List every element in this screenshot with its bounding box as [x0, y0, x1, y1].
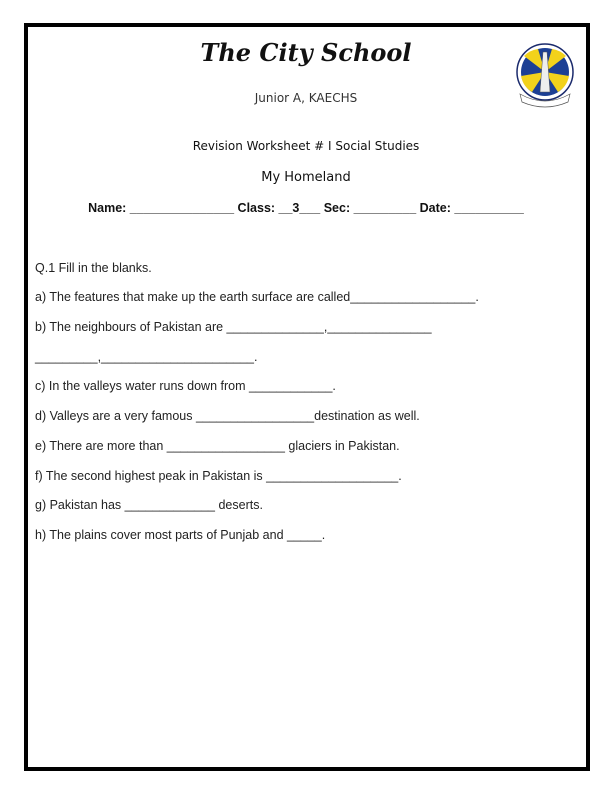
topic-title: My Homeland: [261, 170, 351, 185]
question-item: g) Pakistan has _____________ deserts.: [35, 498, 263, 512]
worksheet-title: Revision Worksheet # I Social Studies: [192, 139, 420, 153]
question-heading: Q.1 Fill in the blanks.: [35, 261, 152, 275]
question-item: f) The second highest peak in Pakistan is ___________________.: [35, 469, 402, 483]
school-name: The City School: [200, 38, 412, 67]
question-item: d) Valleys are a very famous _________________destination as well.: [35, 409, 420, 423]
question-item: e) There are more than _________________ glaciers in Pakistan.: [35, 439, 400, 453]
school-crest-icon: [514, 42, 576, 110]
student-info-line: Name: _______________ Class: __3___ Sec: _________ Date: __________: [88, 201, 524, 215]
page-border: [24, 23, 590, 771]
question-item: h) The plains cover most parts of Punjab and _____.: [35, 528, 326, 542]
question-item: b) The neighbours of Pakistan are ______________,_______________: [35, 320, 432, 334]
branch-name: Junior A, KAECHS: [254, 91, 358, 105]
question-item: a) The features that make up the earth surface are called__________________.: [35, 290, 479, 304]
question-item: _________,______________________.: [35, 350, 258, 364]
question-item: c) In the valleys water runs down from ____________.: [35, 379, 336, 393]
